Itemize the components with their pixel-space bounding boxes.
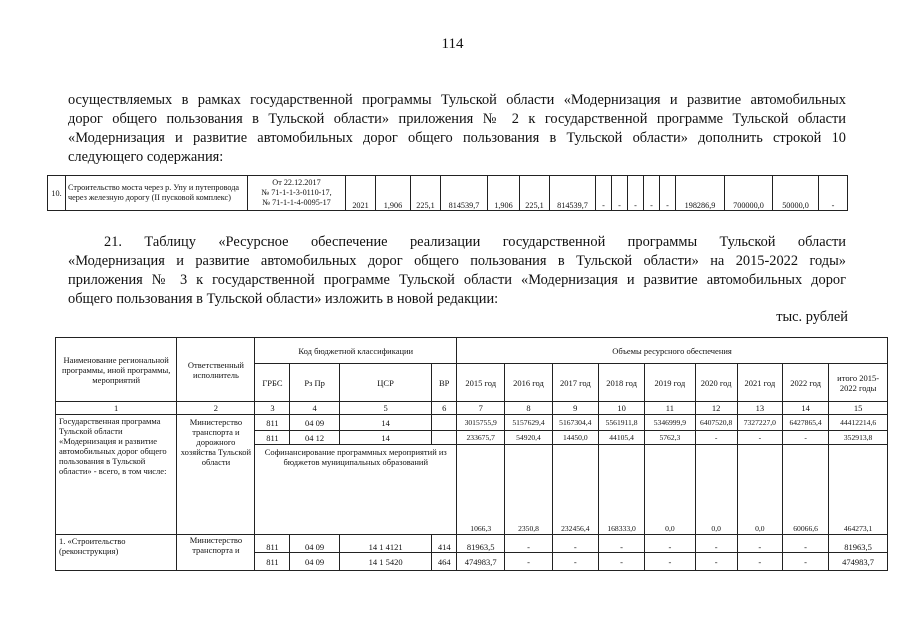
row10-cell: 50000,0 — [773, 176, 819, 211]
row10-cell: - — [596, 176, 612, 211]
csr-cell: 14 1 4121 — [339, 535, 432, 553]
header-csr: ЦСР — [339, 364, 432, 402]
header-year: 2021 год — [737, 364, 782, 402]
row10-cell: - — [819, 176, 848, 211]
value-cell: 44105,4 — [598, 431, 644, 445]
col-number: 1 — [56, 402, 177, 415]
value-cell: 6427865,4 — [782, 415, 828, 431]
value-cell: 5561911,8 — [598, 415, 644, 431]
col-number: 10 — [598, 402, 644, 415]
resource-table — [55, 337, 888, 571]
paragraph-1-line: следующего содержания: — [68, 149, 224, 165]
header-year: 2015 год — [457, 364, 505, 402]
header-year: 2017 год — [552, 364, 598, 402]
paragraph-2-line: «Модернизация и развитие автомобильных дорог общего пользования в Тульской области» на 2015-2022 годы» — [68, 253, 846, 269]
value-cell: 233675,7 — [457, 431, 505, 445]
grbs-cell: 811 — [255, 431, 290, 445]
rzpr-cell: 04 09 — [290, 415, 339, 431]
col-number: 9 — [552, 402, 598, 415]
header-code: Код бюджетной классификации — [255, 338, 457, 364]
paragraph-1 — [68, 91, 846, 167]
paragraph-1-line: осуществляемых в рамках государственной программы Тульской области «Модернизация и развитие автомобильных — [68, 92, 846, 108]
paragraph-2-line: 21. Таблицу «Ресурсное обеспечение реализации государственной программы Тульской области — [104, 234, 846, 250]
row10-name: Строительство моста через р. Упу и путепровода через железную дорогу (II пусковой комплекс) — [66, 176, 248, 211]
col-number: 13 — [737, 402, 782, 415]
program-row-1 — [56, 415, 888, 431]
value-cell: - — [598, 553, 644, 571]
value-cell: - — [598, 535, 644, 553]
col-number: 15 — [829, 402, 888, 415]
grbs-cell: 811 — [255, 553, 290, 571]
row10-num: 10. — [48, 176, 66, 211]
value-cell: 3015755,9 — [457, 415, 505, 431]
col-number: 5 — [339, 402, 432, 415]
header-executor: Ответственный исполнитель — [177, 338, 255, 402]
col-number: 8 — [505, 402, 552, 415]
value-cell: - — [782, 535, 828, 553]
value-cell: - — [695, 553, 737, 571]
value-cell: 0,0 — [737, 445, 782, 535]
value-cell: - — [552, 535, 598, 553]
value-cell: 232456,4 — [552, 445, 598, 535]
rzpr-cell: 04 09 — [290, 553, 339, 571]
value-cell: - — [782, 431, 828, 445]
csr-cell: 14 1 5420 — [339, 553, 432, 571]
value-cell: 2350,8 — [505, 445, 552, 535]
paragraph-2 — [68, 233, 846, 309]
col-number: 11 — [645, 402, 695, 415]
row10-cell: 814539,7 — [550, 176, 596, 211]
row10 — [48, 176, 848, 211]
paragraph-1-line: «Модернизация и развитие автомобильных дорог общего пользования в Тульской области» дополнить строкой 10 — [68, 130, 846, 146]
value-cell: - — [645, 535, 695, 553]
col-number: 3 — [255, 402, 290, 415]
value-cell: - — [645, 553, 695, 571]
header-volume: Объемы ресурсного обеспечения — [457, 338, 888, 364]
row10-doc-line: № 71-1-1-4-0095-17 — [262, 198, 331, 207]
grbs-cell: 811 — [255, 535, 290, 553]
row10-cell: - — [612, 176, 628, 211]
vr-cell — [432, 431, 457, 445]
value-cell: 168333,0 — [598, 445, 644, 535]
row10-cell: 700000,0 — [725, 176, 773, 211]
row10-cell: 1,906 — [488, 176, 520, 211]
value-cell: 0,0 — [695, 445, 737, 535]
value-cell: 5167304,4 — [552, 415, 598, 431]
row10-cell: 198286,9 — [676, 176, 725, 211]
row10-cell: 2021 — [346, 176, 376, 211]
units-label: тыс. рублей — [776, 309, 848, 325]
header-year: 2020 год — [695, 364, 737, 402]
value-cell: - — [737, 535, 782, 553]
program-executor: Министерство транспорта и дорожного хозяйства Тульской области — [177, 415, 255, 535]
value-cell: - — [505, 553, 552, 571]
value-cell: - — [552, 553, 598, 571]
row10-table — [47, 175, 848, 211]
value-cell: 14450,0 — [552, 431, 598, 445]
activity-executor: Министерство транспорта и — [177, 535, 255, 571]
value-cell: 7327227,0 — [737, 415, 782, 431]
number-row — [56, 402, 888, 415]
header-grbs: ГРБС — [255, 364, 290, 402]
value-cell: 0,0 — [645, 445, 695, 535]
value-cell: 1066,3 — [457, 445, 505, 535]
value-cell: - — [782, 553, 828, 571]
header-row — [56, 338, 888, 364]
row10-cell: 814539,7 — [441, 176, 488, 211]
header-year: 2016 год — [505, 364, 552, 402]
row10-cell: - — [660, 176, 676, 211]
header-year: 2019 год — [645, 364, 695, 402]
rzpr-cell: 04 12 — [290, 431, 339, 445]
row10-cell: 225,1 — [411, 176, 441, 211]
vr-cell: 464 — [432, 553, 457, 571]
grbs-cell: 811 — [255, 415, 290, 431]
header-year: 2018 год — [598, 364, 644, 402]
header-rzpr: Рз Пр — [290, 364, 339, 402]
vr-cell: 414 — [432, 535, 457, 553]
row10-cell: - — [644, 176, 660, 211]
row10-doc — [248, 176, 346, 211]
value-cell: 60066,6 — [782, 445, 828, 535]
col-number: 14 — [782, 402, 828, 415]
value-cell: - — [695, 431, 737, 445]
activity-row-1 — [56, 535, 888, 553]
program-name: Государственная программа Тульской области «Модернизация и развитие автомобильных дорог общего пользования в Тульской области» - всего, в том числе: — [56, 415, 177, 535]
header-vr: ВР — [432, 364, 457, 402]
page-number: 114 — [441, 36, 464, 52]
col-number: 7 — [457, 402, 505, 415]
value-cell: 54920,4 — [505, 431, 552, 445]
value-cell: 5346999,9 — [645, 415, 695, 431]
row10-doc-line: № 71-1-1-3-0110-17, — [261, 188, 332, 197]
col-number: 6 — [432, 402, 457, 415]
value-cell: - — [505, 535, 552, 553]
value-cell: 6407520,8 — [695, 415, 737, 431]
row10-doc-line: От 22.12.2017 — [272, 178, 321, 187]
header-year: итого 2015-2022 годы — [829, 364, 888, 402]
row10-cell: 1,906 — [376, 176, 411, 211]
paragraph-2-line: общего пользования в Тульской области» изложить в новой редакции: — [68, 291, 499, 307]
col-number: 2 — [177, 402, 255, 415]
value-cell: 44412214,6 — [829, 415, 888, 431]
value-cell: 474983,7 — [829, 553, 888, 571]
cofinancing-label: Софинансирование программных мероприятий из бюджетов муниципальных образований — [255, 445, 457, 535]
value-cell: - — [737, 553, 782, 571]
csr-cell: 14 — [339, 415, 432, 431]
csr-cell: 14 — [339, 431, 432, 445]
vr-cell — [432, 415, 457, 431]
value-cell: - — [695, 535, 737, 553]
col-number: 12 — [695, 402, 737, 415]
header-year: 2022 год — [782, 364, 828, 402]
row10-cell: - — [628, 176, 644, 211]
paragraph-1-line: дорог общего пользования в Тульской области» приложения № 2 к государственной программе Тульской области — [68, 111, 846, 127]
value-cell: 464273,1 — [829, 445, 888, 535]
value-cell: 81963,5 — [829, 535, 888, 553]
value-cell: 81963,5 — [457, 535, 505, 553]
rzpr-cell: 04 09 — [290, 535, 339, 553]
value-cell: 474983,7 — [457, 553, 505, 571]
value-cell: - — [737, 431, 782, 445]
activity-name: 1. «Строительство (реконструкция) — [56, 535, 177, 571]
header-name: Наименование региональной программы, иной программы, мероприятий — [56, 338, 177, 402]
value-cell: 5762,3 — [645, 431, 695, 445]
row10-cell: 225,1 — [520, 176, 550, 211]
paragraph-2-line: приложения № 3 к государственной программе Тульской области «Модернизация и развитие автомобильных дорог — [68, 272, 846, 288]
value-cell: 5157629,4 — [505, 415, 552, 431]
value-cell: 352913,8 — [829, 431, 888, 445]
col-number: 4 — [290, 402, 339, 415]
